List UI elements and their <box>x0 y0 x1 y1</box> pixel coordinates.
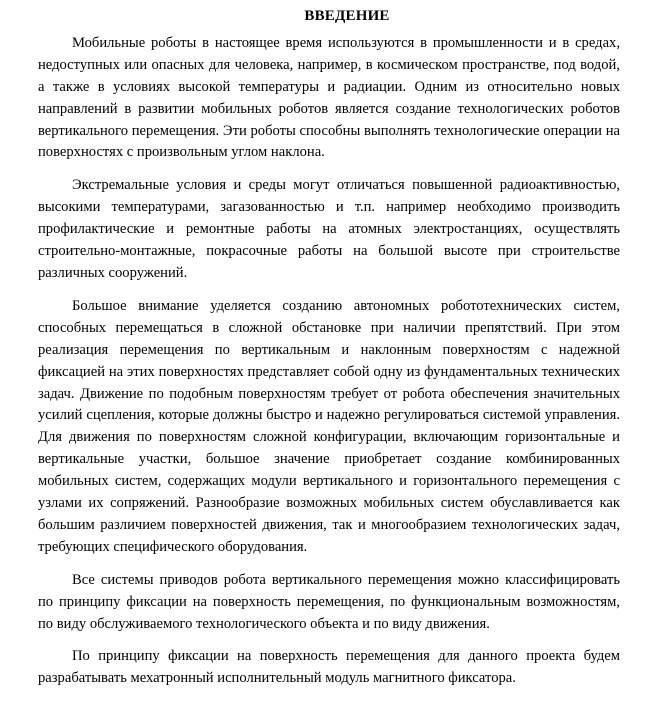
paragraph-classification: Все системы приводов робота вертикального перемещения можно классифицировать по принципу фиксации на поверхность перемещения, по функциональным возможностям, по виду обслуживаемого технологического объекта и по виду движения. <box>38 571 620 632</box>
paragraph-autonomous-systems: Большое внимание уделяется созданию автономных робототехнических систем, способных перемещаться в сложной обстановке при наличии препятствий. При этом реализация перемещения по вертикальным и наклонным поверхностям с надежной фиксацией на этих поверхностях представляет собой одну из фундаментальных технических задач. Движение по подобным поверхностям требует от робота обеспечения значительных усилий сцепления, которые должны быстро и надежно регулироваться системой управления. Для движения по поверхностям сложной конфигурации, включающим горизонтальные и вертикальные участки, большое значение приобретает создание комбинированных мобильных систем, содержащих модули вертикального и горизонтального перемещения с узлами их сопряжений. Разнообразие возможных мобильных систем обуславливается как большим различием поверхностей движения, так и многообразием технологических задач, требующих специфического оборудования. <box>38 297 620 555</box>
paragraph-intro: Мобильные роботы в настоящее время используются в промышленности и в средах, недоступных или опасных для человека, например, в космическом пространстве, под водой, а также в условиях высокой температуры и радиации. Одним из относительно новых направлений в развитии мобильных роботов является создание технологических роботов вертикального перемещения. Эти роботы способны выполнять технологические операции на поверхностях с произвольным углом наклона. <box>38 34 620 161</box>
document-page <box>38 6 620 701</box>
paragraph-fixation-principle: По принципу фиксации на поверхность перемещения для данного проекта будем разрабатывать мехатронный исполнительный модуль магнитного фиксатора. <box>38 648 620 687</box>
paragraph-extreme-conditions: Экстремальные условия и среды могут отличаться повышенной радиоактивностью, высокими температурами, загазованностью и т.п. например необходимо производить профилактические и ремонтные работы на атомных электростанциях, осуществлять строительно-монтажные, покрасочные работы на большой высоте при строительстве различных сооружений. <box>38 177 620 281</box>
document-title: ВВЕДЕНИЕ <box>304 8 390 24</box>
